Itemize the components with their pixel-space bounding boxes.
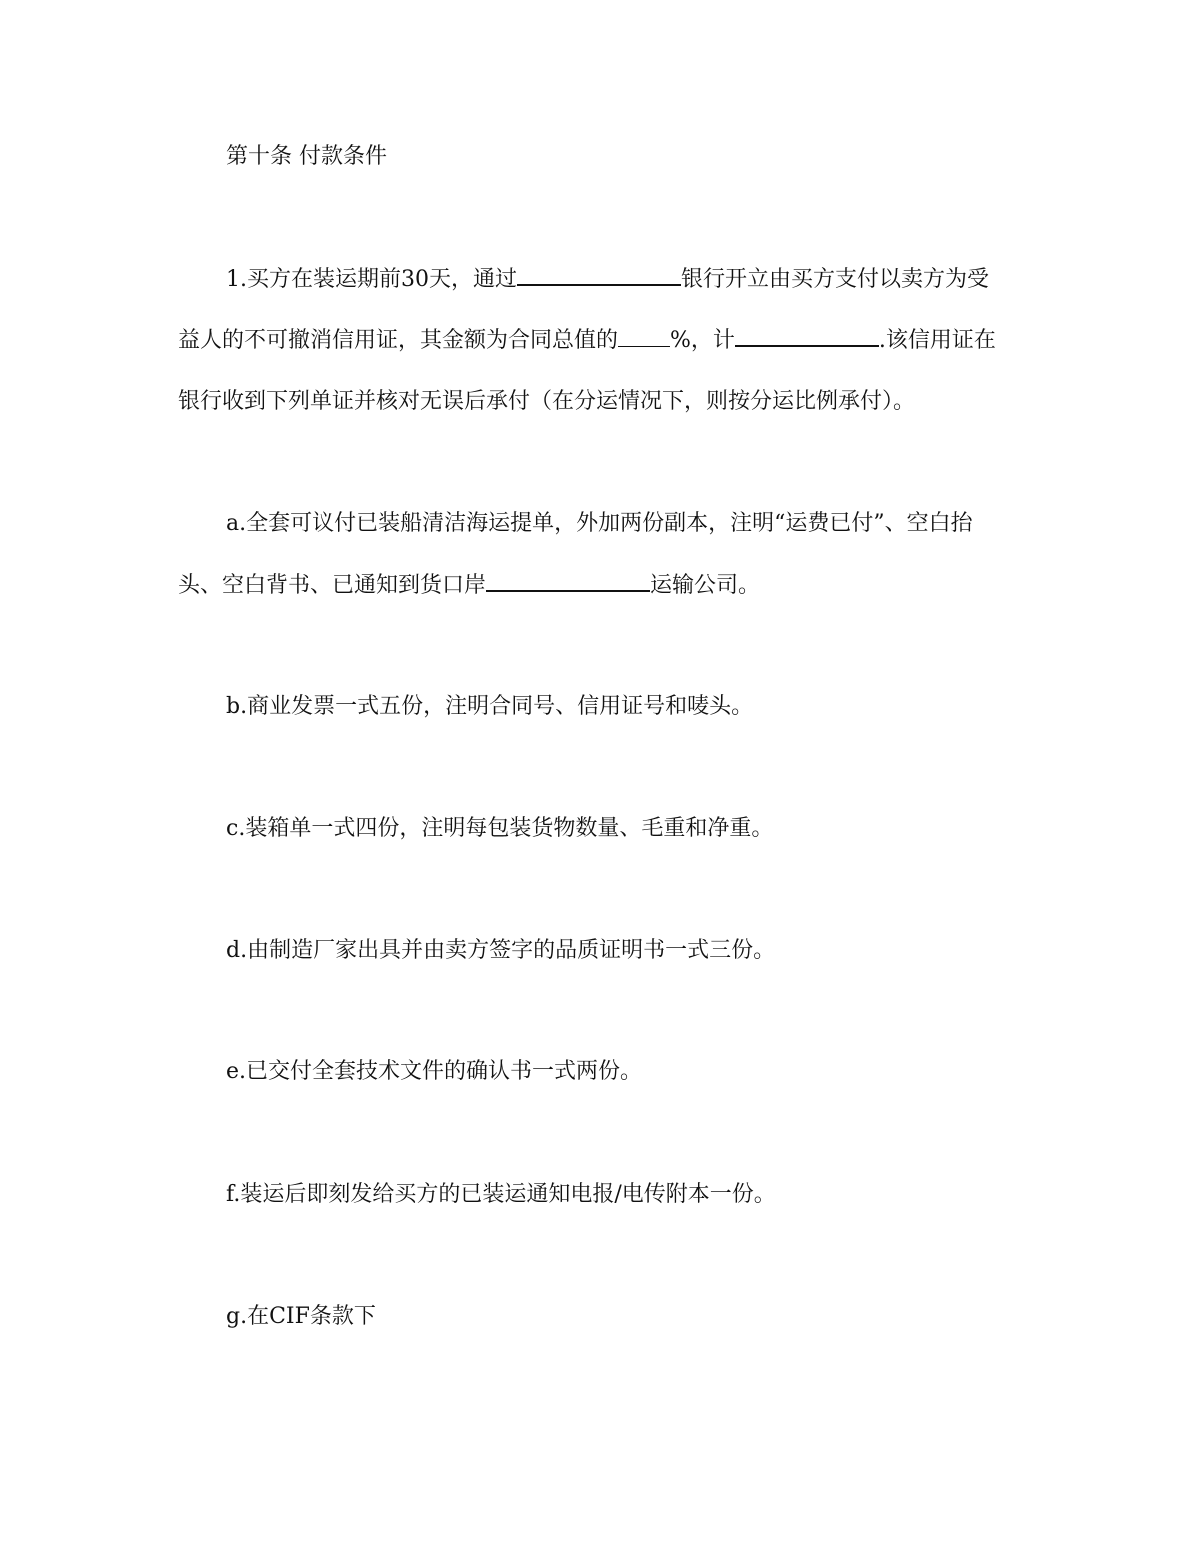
item-e (226, 1057, 642, 1087)
port-blank (486, 570, 650, 592)
article-title (226, 142, 387, 172)
item-b-text: b.商业发票一式五份，注明合同号、信用证号和唛头。 (226, 694, 754, 719)
item-c (226, 814, 773, 844)
clause-1-text: 1.买方在装运期前30天，通过 (226, 267, 517, 292)
article-title-text: 第十条 付款条件 (226, 144, 387, 169)
clause-1-text: 银行收到下列单证并核对无误后承付（在分运情况下，则按分运比例承付）。 (178, 389, 916, 414)
clause-1-line-2 (178, 325, 996, 356)
percentage-blank (618, 326, 670, 347)
item-b (226, 692, 753, 722)
item-a-line-1 (226, 509, 973, 539)
item-f-text: f.装运后即刻发给买方的已装运通知电报/电传附本一份。 (226, 1182, 776, 1207)
amount-blank (735, 325, 879, 347)
item-d-text: d.由制造厂家出具并由卖方签字的品质证明书一式三份。 (226, 938, 776, 963)
clause-1-text: 益人的不可撤消信用证，其金额为合同总值的 (178, 328, 619, 353)
clause-1-text: %，计 (670, 328, 735, 353)
bank-name-blank (517, 264, 681, 286)
clause-1-text: 银行开立由买方支付以卖方为受 (681, 267, 990, 292)
item-a-line-2 (178, 570, 760, 601)
item-a-text: 头、空白背书、已通知到货口岸 (178, 573, 487, 598)
clause-1-line-3 (178, 387, 915, 417)
item-g (226, 1302, 376, 1332)
item-e-text: e.已交付全套技术文件的确认书一式两份。 (226, 1059, 643, 1084)
item-g-text: g.在CIF条款下 (226, 1304, 376, 1329)
item-a-text: 运输公司。 (650, 573, 761, 598)
item-a-text: a.全套可议付已装船清洁海运提单，外加两份副本，注明“运费已付”、空白抬 (226, 511, 973, 536)
clause-1-line-1 (226, 264, 989, 295)
clause-1-text: .该信用证在 (878, 328, 996, 353)
item-d (226, 936, 775, 966)
item-f (226, 1180, 776, 1210)
item-c-text: c.装箱单一式四份，注明每包装货物数量、毛重和净重。 (226, 816, 774, 841)
